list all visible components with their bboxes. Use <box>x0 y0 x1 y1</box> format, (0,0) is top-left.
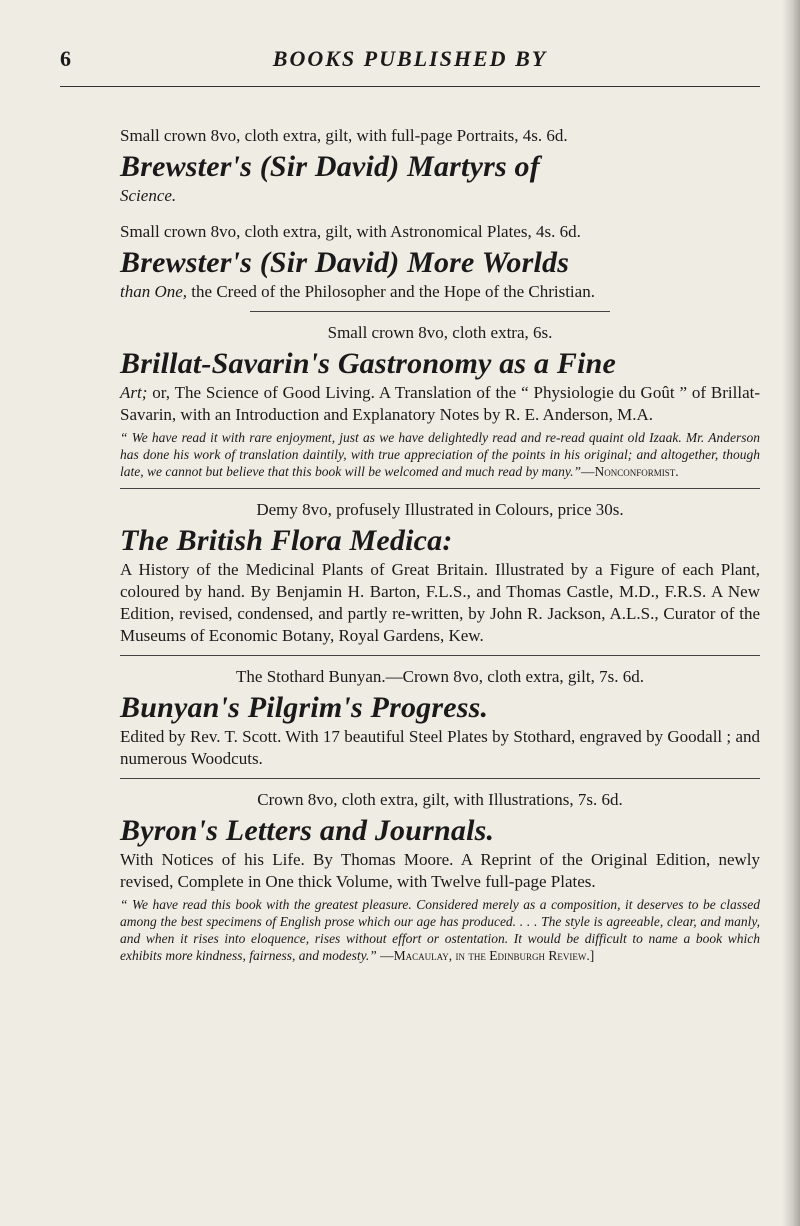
catalogue-entry <box>120 125 760 207</box>
quote-text: “ We have read this book with the greatest pleasure. Considered merely as a composition, it deserves to be classed among the best specimens of English prose which our age has produced. . . . The style is agreeable, clear, and manly, and when it rises into eloquence, rises without effort or ostentation. It would be difficult to name a book which exhibits more kindness, fairness, and modesty.” <box>120 897 760 963</box>
edition-line: The Stothard Bunyan.—Crown 8vo, cloth extra, gilt, 7s. 6d. <box>236 667 644 686</box>
book-description: With Notices of his Life. By Thomas Moore. A Reprint of the Original Edition, newly revised, Complete in One thick Volume, with Twelve full-page Plates. <box>120 850 760 891</box>
edition-line: Crown 8vo, cloth extra, gilt, with Illustrations, 7s. 6d. <box>257 790 623 809</box>
catalogue-entry <box>120 322 760 480</box>
description-italic: than One, <box>120 282 188 301</box>
book-title: Brewster's (Sir David) More Worlds <box>120 246 570 279</box>
book-title: Bunyan's Pilgrim's Progress. <box>120 691 489 724</box>
catalogue-entry <box>120 221 760 303</box>
book-description: A History of the Medicinal Plants of Great Britain. Illustrated by a Figure of each Plant, coloured by hand. By Benjamin H. Barton, F.L.S., and Thomas Castle, M.D., F.R.S. A New Edition, revised, condensed, and partly re-written, by John R. Jackson, A.L.S., Curator of the Museums of Economic Botany, Royal Gardens, Kew. <box>120 560 760 645</box>
description-italic: Art; <box>120 383 148 402</box>
edition-line: Small crown 8vo, cloth extra, gilt, with full-page Portraits, 4s. 6d. <box>120 126 568 145</box>
entry-divider <box>250 311 610 312</box>
catalogue-entry <box>120 789 760 964</box>
page-edge-shadow <box>782 0 800 1226</box>
entry-divider <box>120 655 760 656</box>
edition-line: Small crown 8vo, cloth extra, 6s. <box>327 323 553 342</box>
book-description <box>120 382 760 426</box>
book-description <box>120 281 760 303</box>
catalogue-entries <box>120 125 760 964</box>
book-title: Brillat-Savarin's Gastronomy as a Fine <box>120 347 617 380</box>
book-title-continued: Science. <box>120 186 177 205</box>
running-head: BOOKS PUBLISHED BY <box>272 46 548 71</box>
page-header <box>60 46 760 87</box>
review-quote <box>120 429 760 480</box>
edition-line: Demy 8vo, profusely Illustrated in Colours, price 30s. <box>256 500 624 519</box>
page-number: 6 <box>60 46 71 71</box>
catalogue-entry <box>120 666 760 770</box>
entry-divider <box>120 778 760 779</box>
catalogue-entry <box>120 499 760 647</box>
description-text: the Creed of the Philosopher and the Hope of the Christian. <box>187 282 595 301</box>
book-title: Brewster's (Sir David) Martyrs of <box>120 150 540 183</box>
review-quote <box>120 896 760 964</box>
book-title: The British Flora Medica: <box>120 524 453 557</box>
entry-divider <box>120 488 760 489</box>
quote-source: —Nonconformist. <box>581 464 679 479</box>
book-description: Edited by Rev. T. Scott. With 17 beautiful Steel Plates by Stothard, engraved by Goodall ; and numerous Woodcuts. <box>120 727 760 768</box>
book-title: Byron's Letters and Journals. <box>120 814 495 847</box>
entry-gap <box>120 207 760 221</box>
quote-source: —Macaulay, in the Edinburgh Review.] <box>380 948 595 963</box>
quote-text: “ We have read it with rare enjoyment, just as we have delightedly read and re-read quaint old Izaak. Mr. Anderson has done his work of translation daintily, with true appreciation of the points in his original; and altogether, though late, we cannot but believe that this book will be welcomed and much read by many.” <box>120 430 760 479</box>
description-text: or, The Science of Good Living. A Translation of the “ Physiologie du Goût ” of Brillat-Savarin, with an Introduction and Explanatory Notes by R. E. Anderson, M.A. <box>120 383 760 424</box>
edition-line: Small crown 8vo, cloth extra, gilt, with Astronomical Plates, 4s. 6d. <box>120 222 581 241</box>
